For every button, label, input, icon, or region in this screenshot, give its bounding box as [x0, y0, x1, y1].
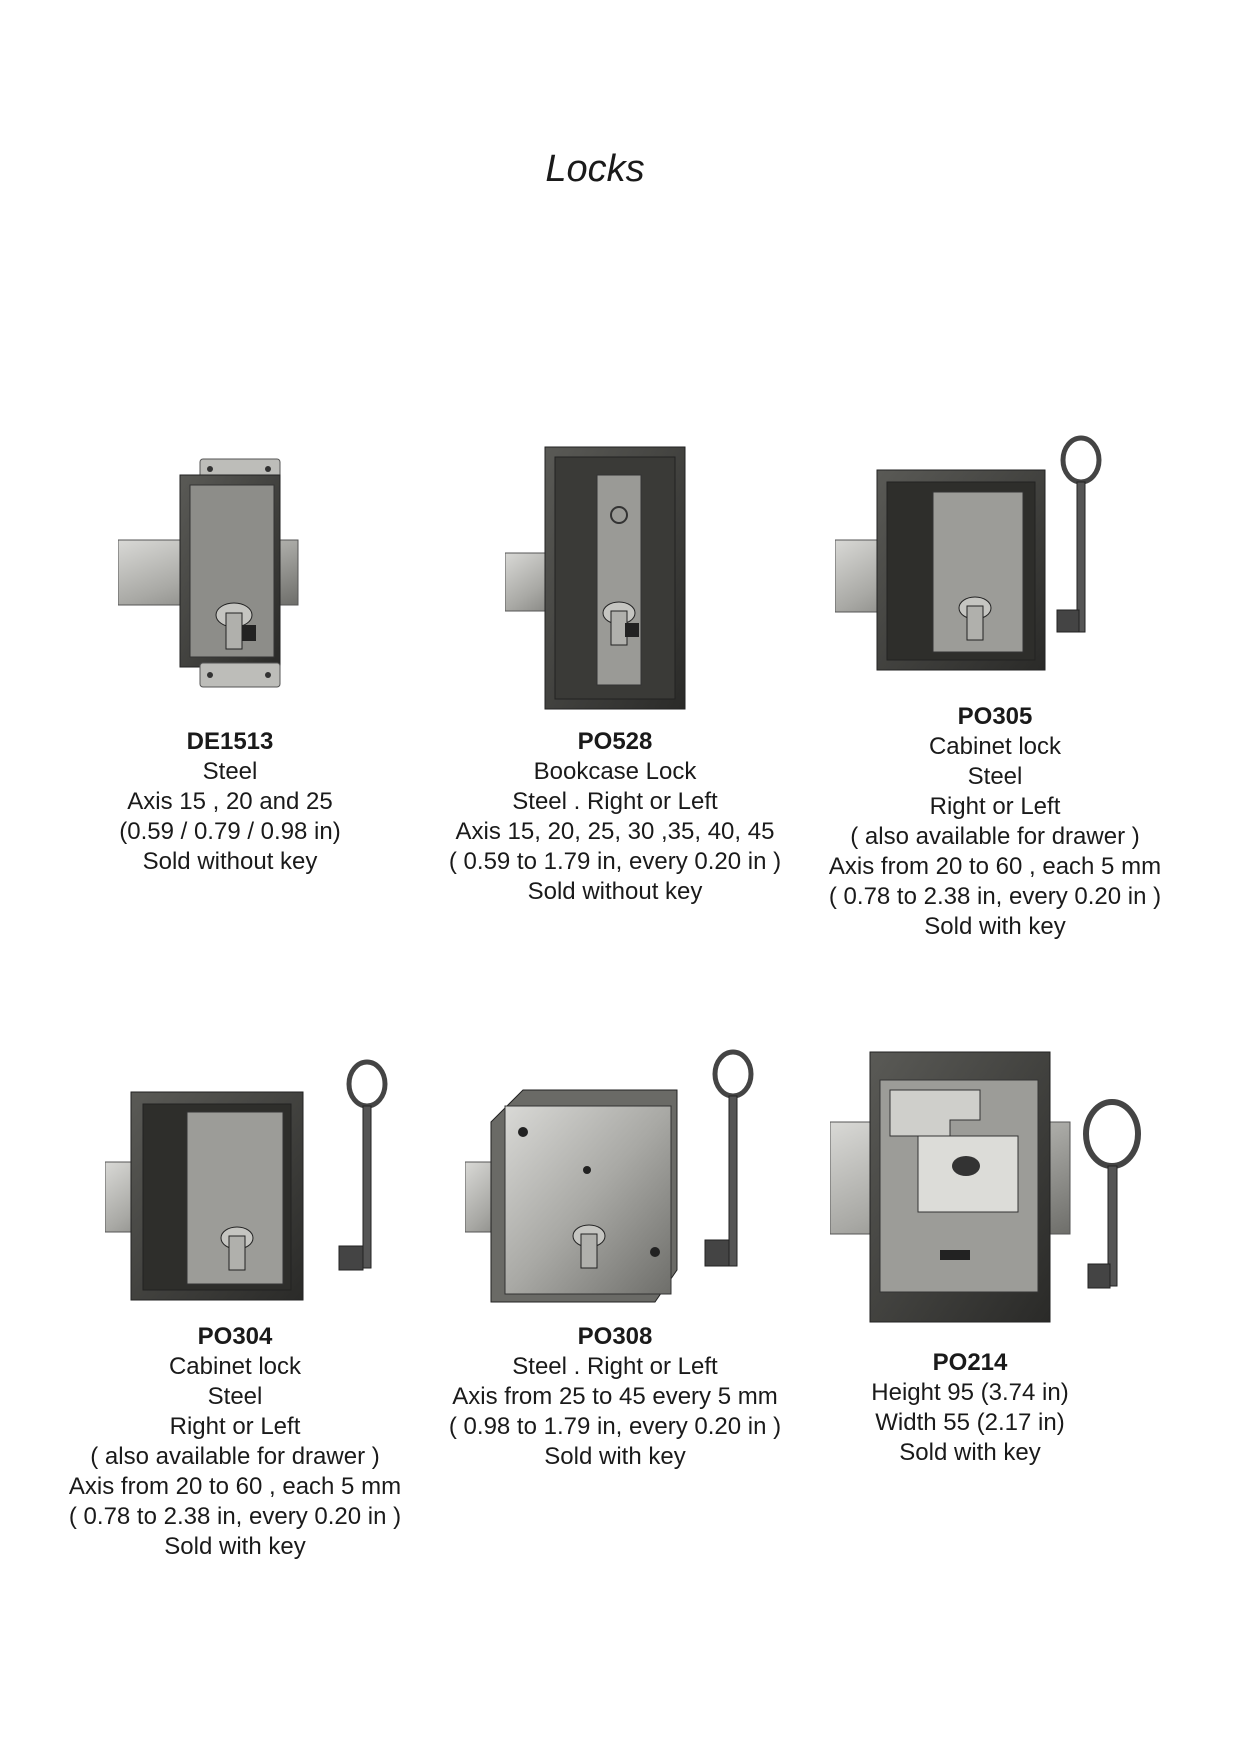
product-detail: Cabinet lock [168, 1353, 302, 1380]
product-detail: Steel [967, 763, 1023, 790]
product-detail: Sold without key [527, 878, 703, 905]
product-code: DE1513 [186, 728, 274, 755]
product-code: PO308 [577, 1323, 653, 1350]
product-caption-de1513 [110, 727, 350, 877]
product-detail: Sold with key [924, 913, 1066, 940]
product-detail: Axis 15, 20, 25, 30 ,35, 40, 45 [455, 818, 775, 845]
product-detail: Bookcase Lock [533, 758, 697, 785]
product-caption-po214 [840, 1348, 1100, 1468]
product-detail: ( 0.78 to 2.38 in, every 0.20 in ) [828, 883, 1162, 910]
po528-lock-image [505, 445, 705, 715]
product-caption-po528 [440, 727, 790, 907]
product-detail: ( 0.59 to 1.79 in, every 0.20 in ) [448, 848, 782, 875]
product-code: PO214 [932, 1349, 1008, 1376]
product-detail: Cabinet lock [928, 733, 1062, 760]
po304-lock-image [105, 1050, 405, 1310]
product-detail: Right or Left [169, 1413, 301, 1440]
de1513-lock-image [118, 455, 318, 710]
product-caption-po305 [815, 702, 1175, 942]
product-detail: ( also available for drawer ) [90, 1443, 380, 1470]
po214-lock-image [830, 1050, 1150, 1330]
product-detail: Sold with key [899, 1439, 1041, 1466]
product-detail: Steel [202, 758, 258, 785]
product-detail: Height 95 (3.74 in) [871, 1379, 1069, 1406]
product-detail: Steel . Right or Left [512, 788, 718, 815]
product-detail: Steel [207, 1383, 263, 1410]
key-icon [339, 1062, 385, 1270]
product-code: PO304 [197, 1323, 273, 1350]
product-detail: Axis from 25 to 45 every 5 mm [452, 1383, 778, 1410]
product-detail: ( also available for drawer ) [850, 823, 1140, 850]
product-detail: Axis 15 , 20 and 25 [127, 788, 333, 815]
product-caption-po304 [60, 1322, 410, 1562]
product-detail: Steel . Right or Left [512, 1353, 718, 1380]
product-detail: Sold with key [164, 1533, 306, 1560]
product-caption-po308 [440, 1322, 790, 1472]
key-icon [1086, 1102, 1138, 1288]
product-detail: ( 0.78 to 2.38 in, every 0.20 in ) [68, 1503, 402, 1530]
po308-lock-image [465, 1040, 765, 1310]
product-detail: (0.59 / 0.79 / 0.98 in) [119, 818, 341, 845]
product-detail: Sold without key [142, 848, 318, 875]
product-detail: Sold with key [544, 1443, 686, 1470]
product-detail: Axis from 20 to 60 , each 5 mm [828, 853, 1162, 880]
product-detail: Right or Left [929, 793, 1061, 820]
product-detail: Width 55 (2.17 in) [875, 1409, 1065, 1436]
po305-lock-image [835, 430, 1105, 690]
product-code: PO528 [577, 728, 653, 755]
product-code: PO305 [957, 703, 1033, 730]
page-title: Locks [545, 148, 645, 190]
product-detail: ( 0.98 to 1.79 in, every 0.20 in ) [448, 1413, 782, 1440]
product-detail: Axis from 20 to 60 , each 5 mm [68, 1473, 402, 1500]
key-icon [1057, 438, 1099, 632]
key-icon [705, 1052, 751, 1266]
